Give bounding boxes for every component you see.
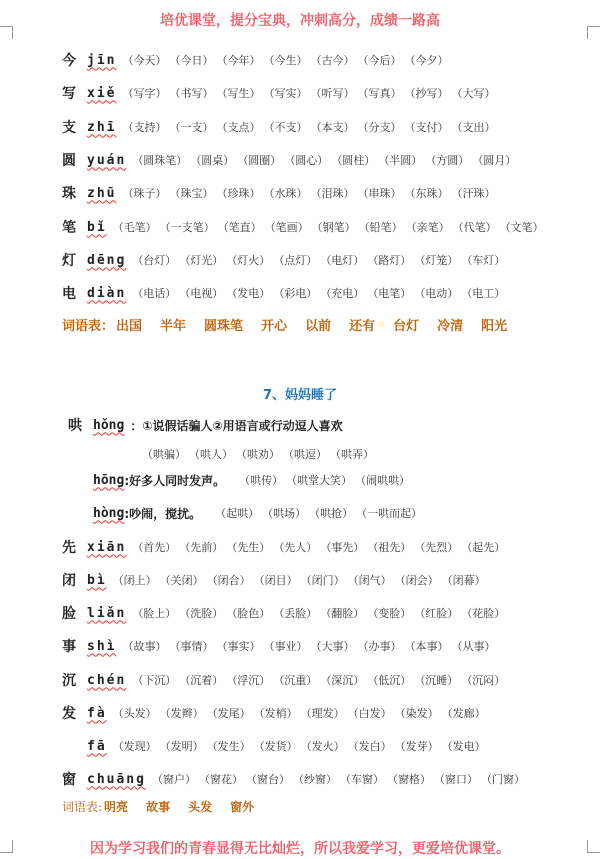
polyphone-sense [93,503,425,523]
word: （圆心） [284,154,329,167]
word: （支出） [451,121,496,134]
character-entry [62,537,508,557]
character-entry [62,603,508,623]
character-entry [62,283,508,303]
character: 窗 [62,772,76,788]
word: （窗花） [198,773,243,786]
word: （沉重） [273,674,318,687]
pinyin: hōng [93,472,125,488]
word: （花脸） [461,607,506,620]
word: （闭会） [394,574,439,587]
word: （古今） [310,54,355,67]
word: （关闭） [159,574,204,587]
character-entry [62,183,498,203]
polyphone-sense [93,470,413,490]
word: （写生） [216,87,261,100]
character: 沉 [62,673,76,689]
character-entry [62,670,508,690]
pinyin: bǐ [87,219,107,235]
word: （哄骗） [142,448,186,461]
word: （先生） [226,541,271,554]
word: （串珠） [357,187,402,200]
word: （低沉） [367,674,412,687]
vocabulary-word: 以前 [305,319,332,334]
word: （发电） [226,287,271,300]
word: （灯光） [179,254,224,267]
word: （发明） [159,740,204,753]
word: （纱窗） [292,773,337,786]
character: 今 [62,53,76,69]
character: 圆 [62,153,76,169]
word: （发现） [112,740,157,753]
word: （头发） [112,707,157,720]
word: （沉着） [179,674,224,687]
word: （电笔） [367,287,412,300]
word: （充电） [320,287,365,300]
word: （车灯） [461,254,506,267]
word: （台灯） [132,254,177,267]
word: （写真） [357,87,402,100]
word: （窗台） [245,773,290,786]
vocabulary-list-2 [62,798,290,815]
word: （本事） [404,640,449,653]
word: （一支） [169,121,214,134]
word: （深沉） [320,674,365,687]
word: （从事） [451,640,496,653]
word: （红脸） [414,607,459,620]
word: （洗脸） [179,607,224,620]
word-list [142,444,377,464]
word: （电工） [461,287,506,300]
word: （今生） [263,54,308,67]
word: （珍珠） [216,187,261,200]
character-entry [62,83,498,103]
word: （闭幕） [441,574,486,587]
word: （分支） [357,121,402,134]
character: 支 [62,120,76,136]
pinyin: hòng [93,505,125,521]
vocabulary-word: 开心 [261,319,288,334]
definition: ：①说假话骗人②用语言或行动逗人喜欢 [130,418,343,433]
word: （今后） [357,54,402,67]
word: （窗口） [433,773,478,786]
word: （先前） [179,541,224,554]
character: 先 [62,540,76,556]
word: （今日） [169,54,214,67]
word: （发生） [206,740,251,753]
vocabulary-word: 头发 [188,800,213,814]
word: （哄堂大笑） [286,474,353,487]
word: （路灯） [367,254,412,267]
page-footer: 因为学习我们的青春显得无比灿烂，所以我爱学习，更爱培优课堂。 [90,841,510,857]
word: （灯笼） [414,254,459,267]
word: （闭目） [253,574,298,587]
word: （亲笔） [405,221,450,234]
character-entry [62,50,451,70]
vocabulary-word: 圆珠笔 [204,319,244,334]
word: （写字） [122,87,167,100]
word: （闭门） [300,574,345,587]
word: （闭合） [206,574,251,587]
word: （故事） [122,640,167,653]
word: （门窗） [480,773,525,786]
word: （泪珠） [310,187,355,200]
word: （圆圈） [237,154,282,167]
word: （哄人） [189,448,233,461]
word: （圆桌） [190,154,235,167]
vocabulary-word: 冷清 [437,319,464,334]
pinyin: liǎn [87,605,127,621]
word: （发尾） [206,707,251,720]
word: （窗户） [151,773,196,786]
pinyin: yuán [87,152,127,168]
word: （先烈） [414,541,459,554]
lesson-title: 7、妈妈睡了 [262,388,338,403]
word: （本支） [310,121,355,134]
word: （电动） [414,287,459,300]
pinyin: xiě [87,85,117,101]
word: （支点） [216,121,261,134]
page-header: 培优课堂，提分宝典，冲刺高分，成绩一路高 [160,13,440,29]
vocabulary-word: 出国 [116,319,143,334]
vocabulary-word: 故事 [146,800,171,814]
word: （今夕） [404,54,449,67]
word: （电话） [132,287,177,300]
word: （哄劝） [236,448,280,461]
vocabulary-word: 还有 [349,319,376,334]
word: （发电） [441,740,486,753]
definition: :好多人同时发声。 [124,473,226,488]
pinyin: zhū [87,185,117,201]
word: （文笔） [499,221,544,234]
character: 哄 [68,418,82,434]
vocabulary-word: 阳光 [481,319,508,334]
word: （哄弄） [330,448,374,461]
pinyin: fà [87,705,107,721]
word: （一哄而起） [356,507,423,520]
word: （浮沉） [226,674,271,687]
word: （代笔） [452,221,497,234]
word: （电视） [179,287,224,300]
pinyin: zhī [87,119,117,135]
word: （发货） [253,740,298,753]
pinyin: bì [87,572,107,588]
word: （汗珠） [451,187,496,200]
word: （圆珠笔） [132,154,188,167]
word: （灯火） [226,254,271,267]
polyphone-sense [68,415,357,435]
word: （变脸） [367,607,412,620]
word: （今年） [216,54,261,67]
word: （哄逗） [283,448,327,461]
word: （支付） [404,121,449,134]
character-entry [62,769,528,789]
word: （点灯） [273,254,318,267]
word: （珠宝） [169,187,214,200]
character-entry [62,703,489,723]
pinyin: shì [87,638,117,654]
word: （事情） [169,640,214,653]
word: （电灯） [320,254,365,267]
word: （笔画） [264,221,309,234]
word: （事先） [320,541,365,554]
word: （发廊） [441,707,486,720]
word: （窗格） [386,773,431,786]
word: （笔直） [217,221,262,234]
character: 发 [62,706,76,722]
character-entry [62,250,508,270]
word: （发辫） [159,707,204,720]
character: 珠 [62,186,76,202]
word: （写实） [263,87,308,100]
vocabulary-word: 台灯 [393,319,420,334]
word: （起先） [461,541,506,554]
vocabulary-label: 词语表： [62,319,115,334]
character-entry [62,217,547,237]
word: （事实） [216,640,261,653]
character: 灯 [62,253,76,269]
word: （支持） [122,121,167,134]
pinyin: hǒng [93,417,125,433]
vocabulary-label: 词语表: [62,800,103,814]
vocabulary-list-1 [62,315,543,334]
word: （哄抢） [309,507,354,520]
vocabulary-word: 窗外 [230,800,255,814]
pinyin: chén [87,672,127,688]
word: （事业） [263,640,308,653]
word: （闹哄哄） [355,474,411,487]
word: （闭上） [112,574,157,587]
word: （大写） [451,87,496,100]
word: （发白） [347,740,392,753]
pinyin: fā [87,738,107,754]
word: （发梢） [253,707,298,720]
pinyin: chuāng [87,771,146,787]
word: （彩电） [273,287,318,300]
word: （圆柱） [331,154,376,167]
word: （理发） [300,707,345,720]
pinyin: xiān [87,539,127,555]
word: （今天） [122,54,167,67]
word: （下沉） [132,674,177,687]
character-entry [62,150,519,170]
character: 笔 [62,220,76,236]
definition: :吵闹，搅扰。 [124,506,202,521]
pinyin: jīn [87,52,117,68]
word: （先人） [273,541,318,554]
word: （抄写） [404,87,449,100]
word: （半圆） [378,154,423,167]
word: （圆月） [472,154,517,167]
word: （哄场） [262,507,307,520]
word: （发火） [300,740,345,753]
word: （发芽） [394,740,439,753]
character: 电 [62,286,76,302]
word: （铅笔） [358,221,403,234]
character-entry [62,570,489,590]
word: （方圆） [425,154,470,167]
word: （东珠） [404,187,449,200]
word: （首先） [132,541,177,554]
character: 脸 [62,606,76,622]
word: （哄传） [239,474,284,487]
word: （沉睡） [414,674,459,687]
character-entry [62,117,498,137]
word: （祖先） [367,541,412,554]
pinyin: dēng [87,252,127,268]
character-entry [62,736,489,756]
pinyin: diàn [87,285,127,301]
word: （一支笔） [159,221,215,234]
word: （大事） [310,640,355,653]
vocabulary-word: 明亮 [104,800,129,814]
character-entry [62,636,498,656]
word: （毛笔） [112,221,157,234]
word: （办事） [357,640,402,653]
word: （脸色） [226,607,271,620]
word: （沉闷） [461,674,506,687]
word: （不支） [263,121,308,134]
word: （闭气） [347,574,392,587]
vocabulary-word: 半年 [160,319,187,334]
word: （珠子） [122,187,167,200]
word: （钢笔） [311,221,356,234]
character: 闭 [62,573,76,589]
word: （染发） [394,707,439,720]
word: （书写） [169,87,214,100]
word: （白发） [347,707,392,720]
word: （听写） [310,87,355,100]
word: （脸上） [132,607,177,620]
word: （翻脸） [320,607,365,620]
word: （丢脸） [273,607,318,620]
character: 写 [62,86,76,102]
word: （起哄） [215,507,260,520]
word: （车窗） [339,773,384,786]
word: （水珠） [263,187,308,200]
character: 事 [62,639,76,655]
